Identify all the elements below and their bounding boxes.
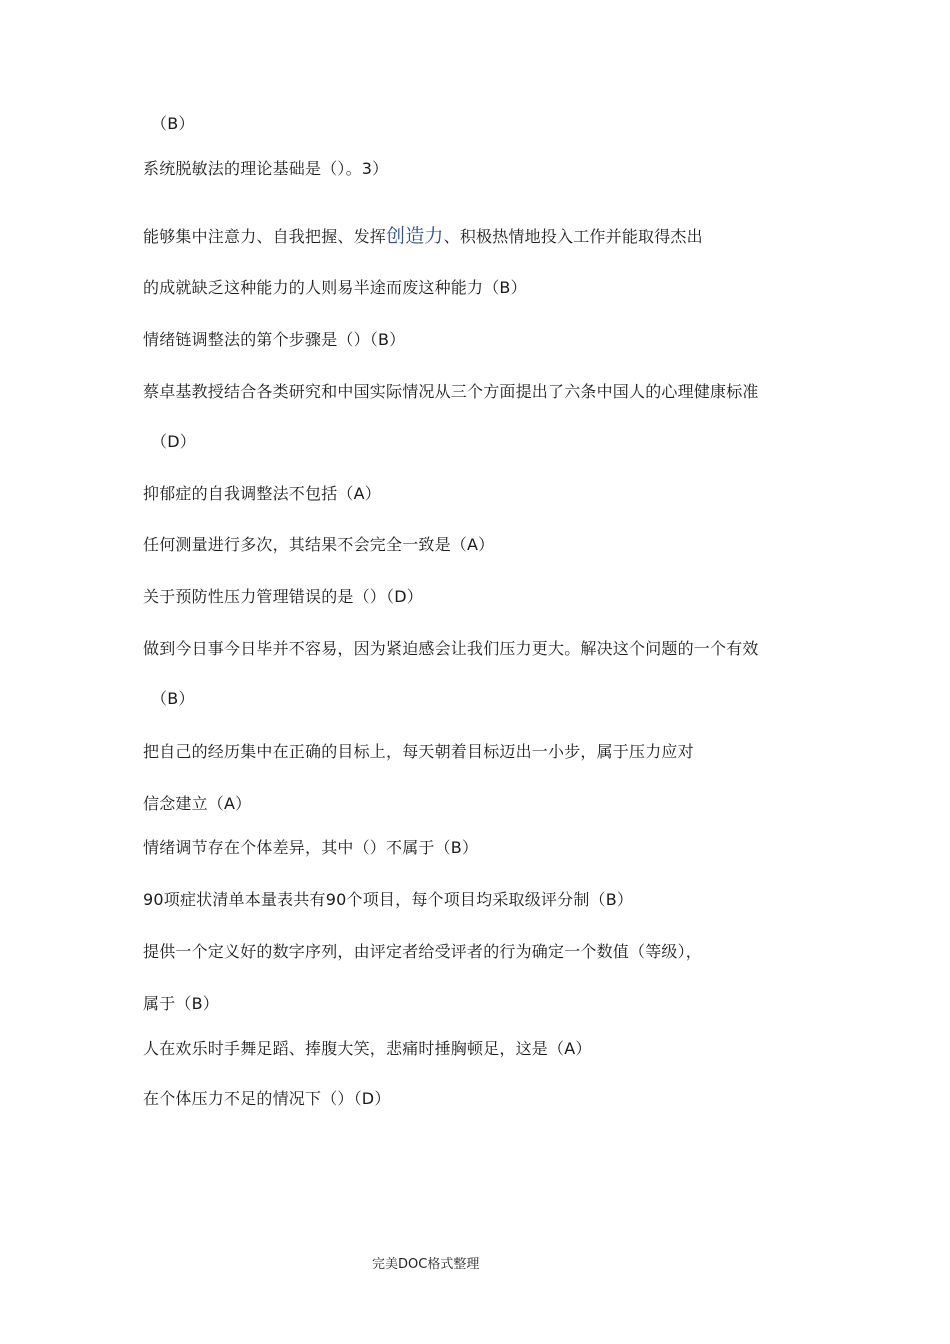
question-line-5: 情绪链调整法的第个步骤是（）（B） [143, 330, 406, 349]
question-line-19: 人在欢乐时手舞足蹈、捧腹大笑，悲痛时捶胸顿足，这是（A） [143, 1039, 592, 1058]
question-line-4: 的成就缺乏这种能力的人则易半途而废这种能力（B） [143, 278, 527, 297]
line-3-highlight: 创造力 [386, 225, 444, 247]
question-line-3 [143, 226, 703, 247]
line-3-after: 、积极热情地投入工作并能取得杰出 [443, 227, 703, 246]
question-line-14: 信念建立（A） [143, 794, 252, 813]
question-line-18: 属于（B） [143, 994, 219, 1013]
question-line-20: 在个体压力不足的情况下（）（D） [143, 1089, 391, 1108]
question-line-9: 任何测量进行多次，其结果不会完全一致是（A） [143, 535, 495, 554]
footer-text: 完美DOC格式整理 [372, 1257, 480, 1272]
question-line-17: 提供一个定义好的数字序列，由评定者给受评者的行为确定一个数值（等级）， [143, 942, 703, 961]
question-line-2: 系统脱敏法的理论基础是（）。3） [143, 159, 389, 178]
question-line-13: 把自己的经历集中在正确的目标上，每天朝着目标迈出一小步，属于压力应对 [143, 742, 694, 761]
question-line-8: 抑郁症的自我调整法不包括（A） [143, 484, 381, 503]
answer-line-7: （D） [151, 432, 196, 451]
question-line-15: 情绪调节存在个体差异，其中（）不属于（B） [143, 838, 479, 857]
answer-line-1: （B） [151, 114, 195, 133]
question-line-6: 蔡卓基教授结合各类研究和中国实际情况从三个方面提出了六条中国人的心理健康标准 [143, 382, 759, 401]
question-line-16: 90项症状清单本量表共有90个项目，每个项目均采取级评分制（B） [143, 890, 634, 909]
question-line-11: 做到今日事今日毕并不容易，因为紧迫感会让我们压力更大。解决这个问题的一个有效 [143, 639, 759, 658]
line-3-before: 能够集中注意力、自我把握、发挥 [143, 227, 387, 246]
question-line-10: 关于预防性压力管理错误的是（）（D） [143, 587, 423, 606]
answer-line-12: （B） [151, 689, 195, 708]
